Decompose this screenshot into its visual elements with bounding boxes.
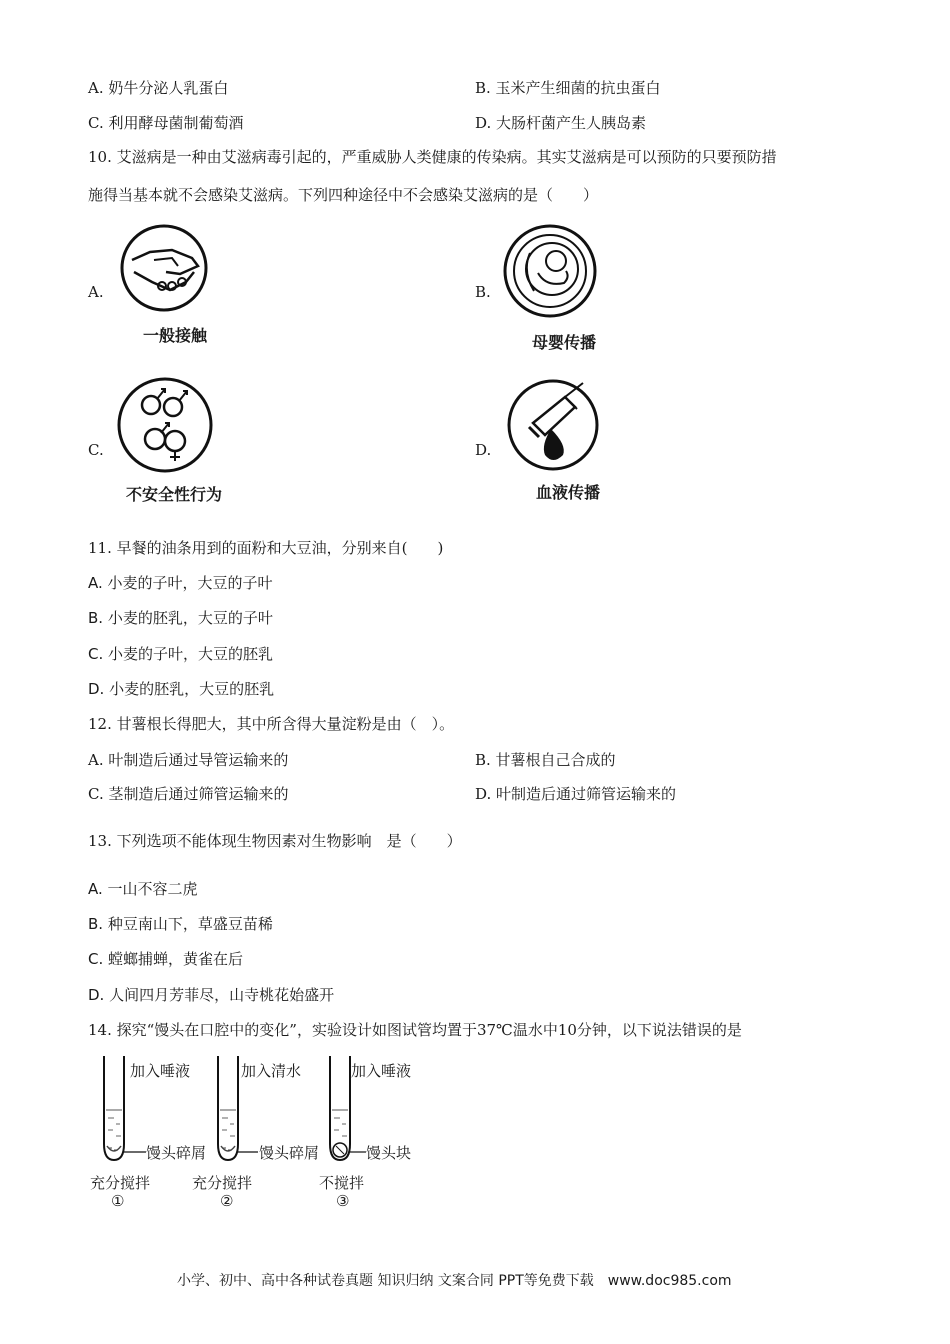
q13-option-d: D. 人间四月芳菲尽，山寺桃花始盛开	[88, 986, 335, 1004]
gender-symbols-icon	[115, 375, 215, 475]
q11-option-b: B. 小麦的胚乳，大豆的子叶	[88, 609, 273, 627]
q9-option-d: D. 大肠杆菌产生人胰岛素	[475, 114, 647, 132]
q10-stem-line2: 施得当基本就不会感染艾滋病。下列四种途径中不会感染艾滋病的是（ ）	[88, 186, 599, 204]
q10-option-d-caption: 血液传播	[536, 483, 601, 502]
q11-option-c: C. 小麦的子叶，大豆的胚乳	[88, 645, 274, 663]
q10-option-a-letter: A.	[88, 283, 104, 301]
q12-option-d: D. 叶制造后通过筛管运输来的	[475, 785, 677, 803]
tube-3-number: ③	[336, 1192, 350, 1210]
tube-1-number: ①	[111, 1192, 125, 1210]
q12-option-a: A. 叶制造后通过导管运输来的	[88, 751, 289, 769]
q13-stem: 13. 下列选项不能体现生物因素对生物影响 是（ ）	[88, 832, 462, 850]
tube-1-side-label: 馒头碎屑	[146, 1144, 207, 1162]
q10-option-c-caption: 不安全性行为	[126, 485, 223, 504]
q9-option-b: B. 玉米产生细菌的抗虫蛋白	[475, 79, 661, 97]
tube-2-top-label: 加入清水	[241, 1062, 302, 1080]
tube-2-side-label: 馒头碎屑	[259, 1144, 320, 1162]
tube-2-number: ②	[220, 1192, 234, 1210]
q9-option-c: C. 利用酵母菌制葡萄酒	[88, 114, 244, 132]
q13-option-a: A. 一山不容二虎	[88, 880, 198, 898]
q12-option-b: B. 甘薯根自己合成的	[475, 751, 616, 769]
q10-option-a-caption: 一般接触	[143, 326, 208, 345]
q11-stem: 11. 早餐的油条用到的面粉和大豆油，分别来自( )	[88, 539, 444, 557]
tube-1-top-label: 加入唾液	[130, 1062, 191, 1080]
q13-option-b: B. 种豆南山下，草盛豆苗稀	[88, 915, 273, 933]
handshake-icon	[120, 220, 208, 320]
tube-1-bottom-label: 充分搅拌	[90, 1174, 151, 1192]
q10-option-c-letter: C.	[88, 441, 104, 459]
q10-stem-line1: 10. 艾滋病是一种由艾滋病毒引起的，严重威胁人类健康的传染病。其实艾滋病是可以预防的只要预防措	[88, 148, 777, 166]
q12-stem: 12. 甘薯根长得肥大，其中所含得大量淀粉是由（ ）。	[88, 715, 455, 733]
tube-2-bottom-label: 充分搅拌	[192, 1174, 253, 1192]
tube-3-bottom-label: 不搅拌	[319, 1174, 365, 1192]
q12-option-c: C. 茎制造后通过筛管运输来的	[88, 785, 289, 803]
q11-option-a: A. 小麦的子叶，大豆的子叶	[88, 574, 273, 592]
syringe-blood-icon	[505, 375, 605, 475]
tube-3-top-label: 加入唾液	[351, 1062, 412, 1080]
q10-option-b-letter: B.	[475, 283, 491, 301]
tube-3-side-label: 馒头块	[366, 1144, 412, 1162]
q14-stem: 14. 探究“馒头在口腔中的变化”，实验设计如图试管均置于37℃温水中10分钟，以下说法错误的是	[88, 1021, 742, 1039]
q10-option-b-caption: 母婴传播	[532, 333, 597, 352]
mother-baby-icon	[500, 223, 600, 323]
q10-option-d-letter: D.	[475, 441, 492, 459]
q11-option-d: D. 小麦的胚乳，大豆的胚乳	[88, 680, 275, 698]
q9-option-a: A. 奶牛分泌人乳蛋白	[88, 79, 229, 97]
q13-option-c: C. 螳螂捕蝉，黄雀在后	[88, 950, 244, 968]
page-footer: 小学、初中、高中各种试卷真题 知识归纳 文案合同 PPT等免费下载 www.doc985.com	[177, 1273, 732, 1289]
